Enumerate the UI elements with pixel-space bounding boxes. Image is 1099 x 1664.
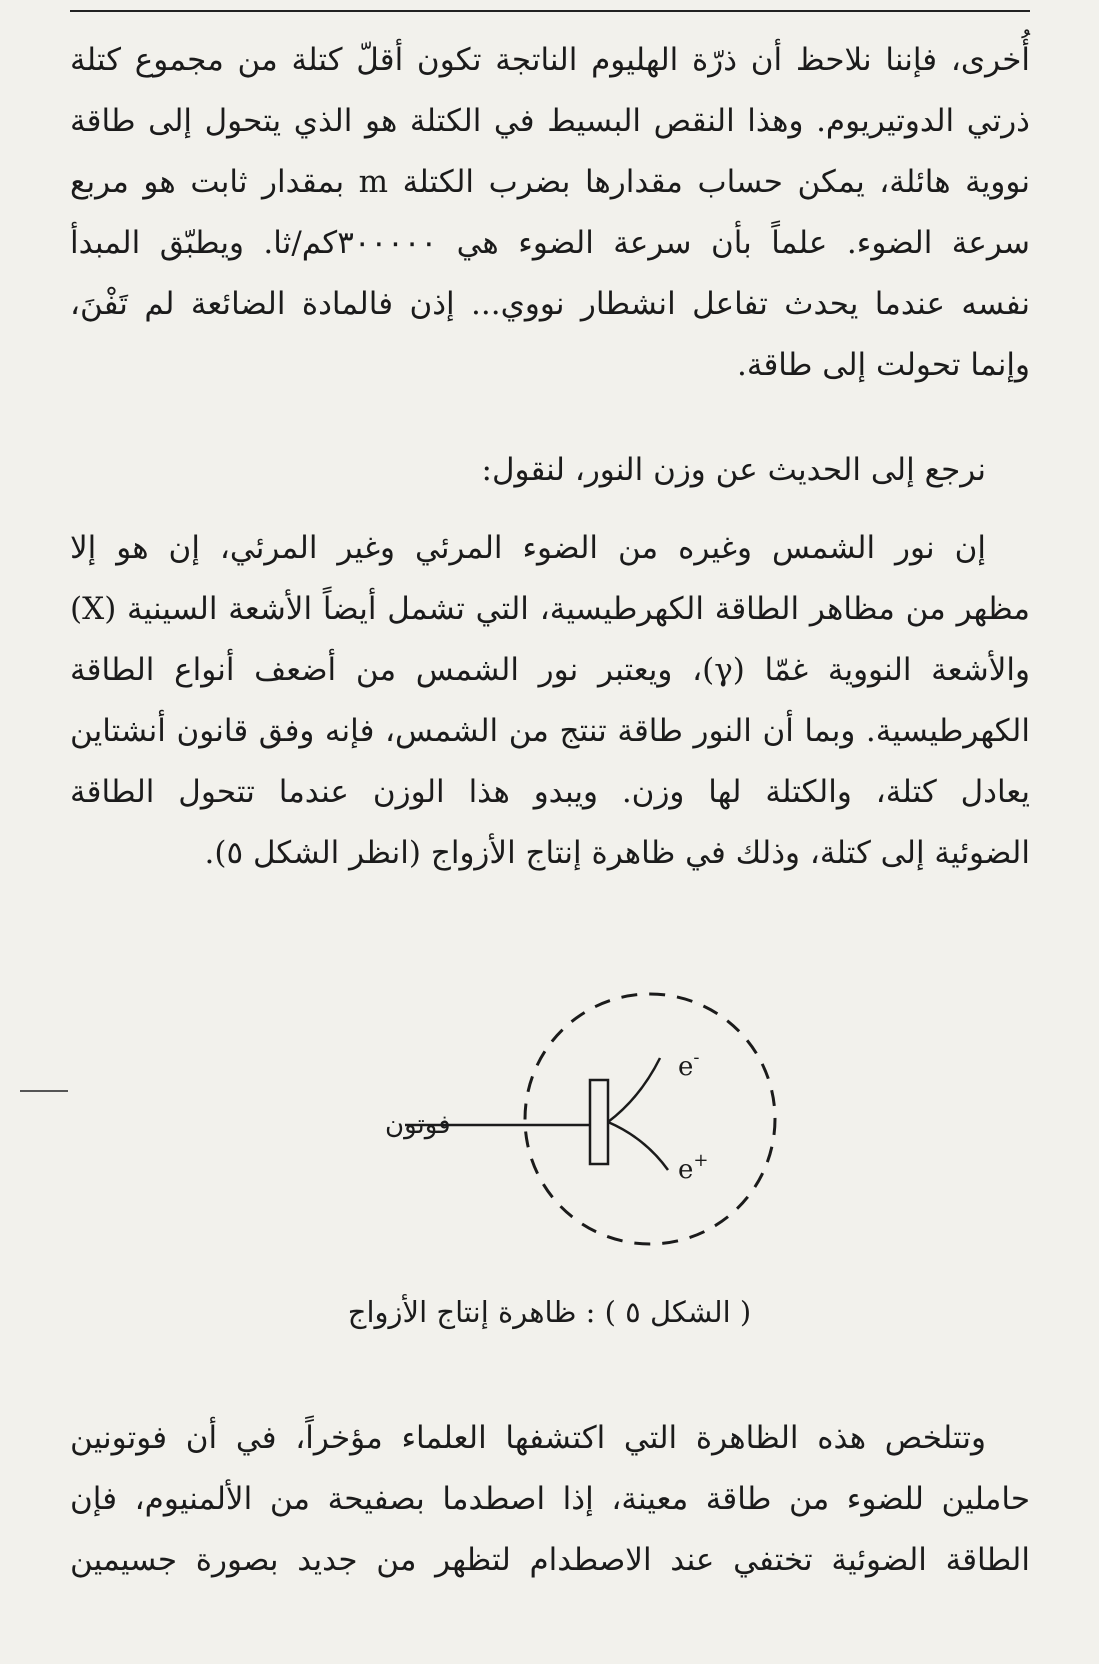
positron-label: e+ [678, 1150, 709, 1185]
text-line: يعادل كتلة، والكتلة لها وزن. ويبدو هذا الوزن عندما تتحول الطاقة [70, 774, 1030, 810]
photon-label: فوتون [385, 1110, 451, 1140]
electron-label: e- [678, 1047, 700, 1082]
text-line: أُخرى، فإننا نلاحظ أن ذرّة الهليوم الناتجة تكون أقلّ كتلة من مجموع كتلة [70, 42, 1030, 78]
text-line: وإنما تحولت إلى طاقة. [737, 347, 1030, 383]
text-line: حاملين للضوء من طاقة معينة، إذا اصطدما بصفيحة من الألمنيوم، فإن [70, 1481, 1030, 1517]
text-line: الضوئية إلى كتلة، وذلك في ظاهرة إنتاج الأزواج (انظر الشكل ٥). [204, 835, 1030, 871]
text-line: مظهر من مظاهر الطاقة الكهرطيسية، التي تشمل أيضاً الأشعة السينية (X) [70, 591, 1030, 627]
text-line: نفسه عندما يحدث تفاعل انشطار نووي... إذن فالمادة الضائعة لم تَفْنَ، [70, 286, 1030, 322]
text-line: الطاقة الضوئية تختفي عند الاصطدام لتظهر من جديد بصورة جسيمين [70, 1542, 1030, 1578]
dashed-circle [525, 994, 775, 1244]
text-line: وتتلخص هذه الظاهرة التي اكتشفها العلماء مؤخراً، في أن فوتونين [70, 1420, 986, 1456]
text-line: إن نور الشمس وغيره من الضوء المرئي وغير المرئي، إن هو إلا [70, 530, 986, 566]
figure-caption: ( الشكل ٥ ) : ظاهرة إنتاج الأزواج [347, 1295, 752, 1329]
text-line: نووية هائلة، يمكن حساب مقدارها بضرب الكتلة m بمقدار ثابت هو مربع [70, 164, 1030, 200]
text-line: والأشعة النووية غمّا (γ)، ويعتبر نور الشمس من أضعف أنواع الطاقة [70, 652, 1030, 688]
electron-path [608, 1058, 660, 1122]
text-line: سرعة الضوء. علماً بأن سرعة الضوء هي ٣٠٠٠٠٠كم/ثا. ويطبّق المبدأ [70, 225, 1030, 261]
text-line: نرجع إلى الحديث عن وزن النور، لنقول: [481, 452, 986, 488]
text-line: الكهرطيسية. وبما أن النور طاقة تنتج من الشمس، فإنه وفق قانون أنشتاين [70, 713, 1030, 749]
aluminium-plate [590, 1080, 608, 1164]
positron-path [608, 1122, 668, 1170]
paragraph-4 [70, 1408, 1030, 1591]
text-line: ذرتي الدوتيريوم. وهذا النقص البسيط في الكتلة هو الذي يتحول إلى طاقة [70, 103, 1030, 139]
